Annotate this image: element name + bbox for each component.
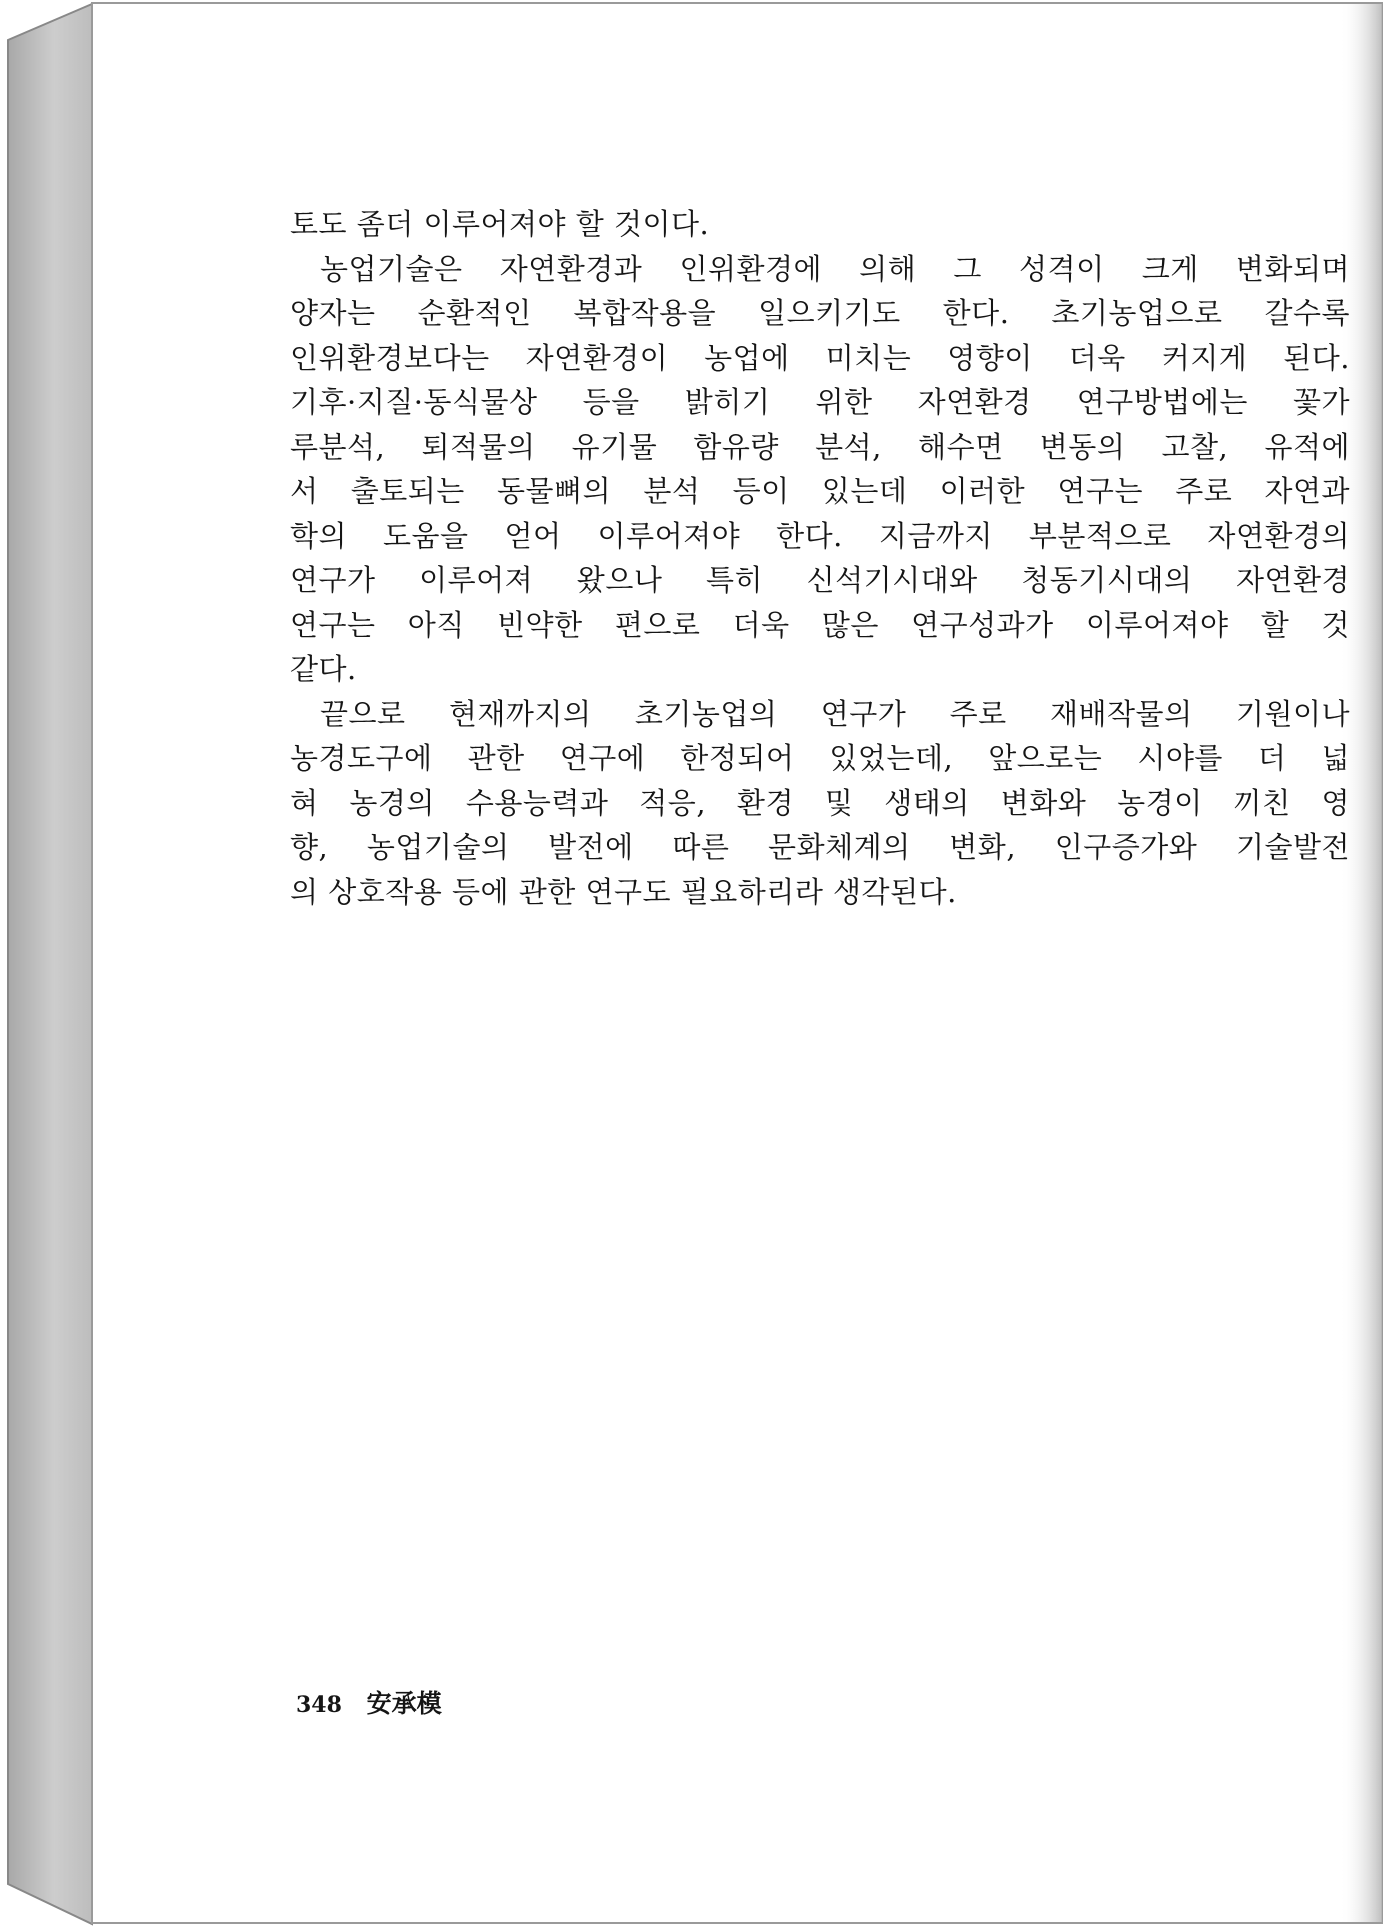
text-line: 연구는 아직 빈약한 편으로 더욱 많은 연구성과가 이루어져야 할 것 bbox=[290, 607, 1350, 642]
text-line: 양자는 순환적인 복합작용을 일으키기도 한다. 초기농업으로 갈수록 bbox=[290, 296, 1350, 330]
page-footer bbox=[296, 1684, 442, 1720]
text-line: 농경도구에 관한 연구에 한정되어 있었는데, 앞으로는 시야를 더 넓 bbox=[290, 741, 1350, 775]
page-number: 348 bbox=[296, 1692, 342, 1718]
text-line: 연구가 이루어져 왔으나 특히 신석기시대와 청동기시대의 자연환경 bbox=[290, 563, 1350, 597]
text-line: 농업기술은 자연환경과 인위환경에 의해 그 성격이 크게 변화되며 bbox=[320, 251, 1350, 286]
paragraph bbox=[290, 692, 1350, 915]
text-line: 루분석, 퇴적물의 유기물 함유량 분석, 해수면 변동의 고찰, 유적에 bbox=[290, 429, 1350, 464]
text-line: 혀 농경의 수용능력과 적응, 환경 및 생태의 변화와 농경이 끼친 영 bbox=[290, 785, 1350, 820]
paragraph bbox=[290, 247, 1350, 692]
text-line: 기후·지질·동식물상 등을 밝히기 위한 자연환경 연구방법에는 꽃가 bbox=[290, 385, 1350, 419]
body-text bbox=[290, 202, 1350, 914]
text-line: 끝으로 현재까지의 초기농업의 연구가 주로 재배작물의 기원이나 bbox=[320, 696, 1350, 731]
text-line: 같다. bbox=[290, 652, 357, 686]
text-line: 인위환경보다는 자연환경이 농업에 미치는 영향이 더욱 커지게 된다. bbox=[290, 340, 1350, 375]
text-line: 학의 도움을 얻어 이루어져야 한다. 지금까지 부분적으로 자연환경의 bbox=[290, 518, 1350, 553]
paragraph bbox=[290, 202, 1350, 247]
text-line: 토도 좀더 이루어져야 할 것이다. bbox=[290, 207, 710, 241]
text-line: 향, 농업기술의 발전에 따른 문화체계의 변화, 인구증가와 기술발전 bbox=[290, 830, 1350, 864]
page bbox=[92, 0, 1380, 1926]
text-line: 서 출토되는 동물뼈의 분석 등이 있는데 이러한 연구는 주로 자연과 bbox=[290, 474, 1350, 508]
book-spine bbox=[8, 4, 92, 1924]
text-line: 의 상호작용 등에 관한 연구도 필요하리라 생각된다. bbox=[290, 874, 957, 909]
author-name: 安承模 bbox=[366, 1689, 442, 1718]
